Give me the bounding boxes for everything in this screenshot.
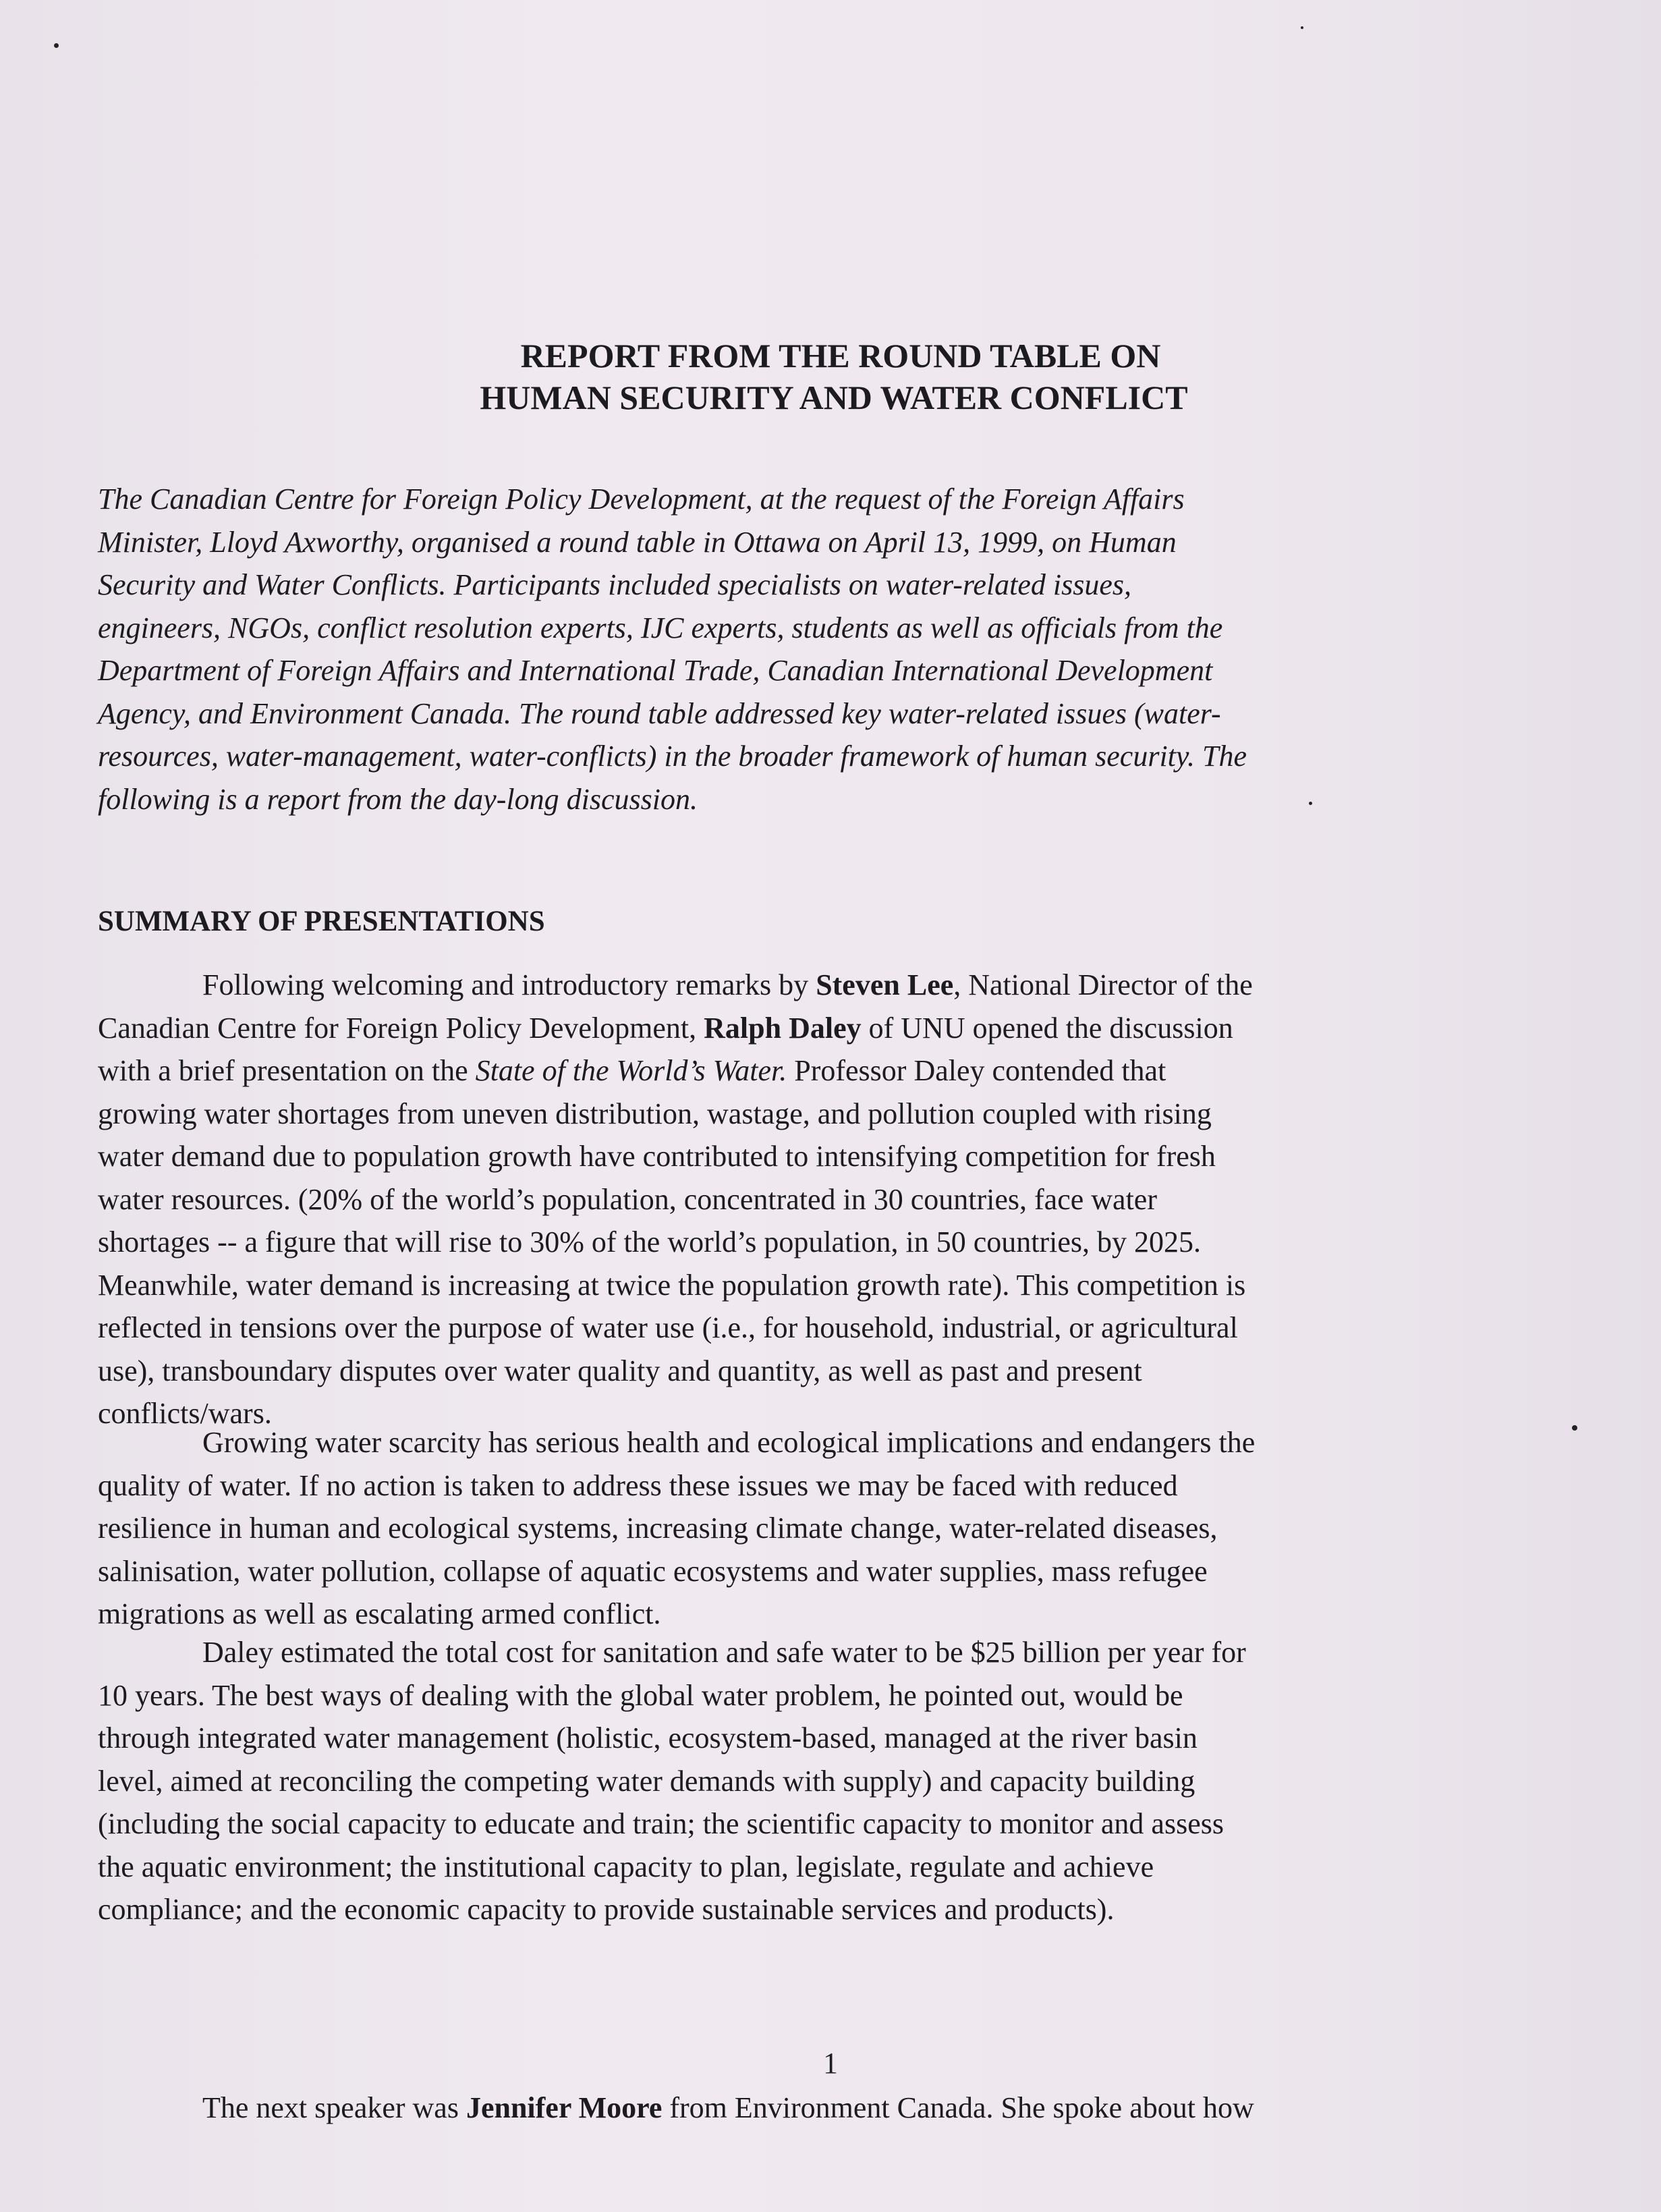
- text-run: Following welcoming and introductory remarks by: [202, 968, 816, 1001]
- text-run: with a brief presentation on the: [98, 1054, 476, 1087]
- paragraph-line: 10 years. The best ways of dealing with the global water problem, he pointed out, would be: [98, 1678, 1183, 1712]
- paragraph-line: conflicts/wars.: [98, 1397, 272, 1430]
- paragraph-line: water resources. (20% of the world’s population, concentrated in 30 countries, face water: [98, 1182, 1157, 1216]
- title-line: REPORT FROM THE ROUND TABLE ON: [520, 337, 1161, 375]
- text-run: , National Director of the: [953, 968, 1253, 1001]
- paragraph-line: (including the social capacity to educate and train; the scientific capacity to monitor and assess: [98, 1807, 1224, 1840]
- intro-line: Minister, Lloyd Axworthy, organised a round table in Ottawa on April 13, 1999, on Human: [98, 525, 1177, 559]
- paragraph-line: quality of water. If no action is taken to address these issues we may be faced with reduced: [98, 1468, 1178, 1502]
- paragraph-line: [98, 2086, 1461, 2130]
- paragraph-line: Meanwhile, water demand is increasing at twice the population growth rate). This competition is: [98, 1268, 1246, 1302]
- section-heading: SUMMARY OF PRESENTATIONS: [98, 906, 545, 937]
- paragraph-line: through integrated water management (holistic, ecosystem-based, managed at the river basin: [98, 1721, 1198, 1754]
- paragraph-line: the aquatic environment; the institutional capacity to plan, legislate, regulate and achieve: [98, 1850, 1154, 1883]
- document-title: [0, 335, 1661, 418]
- intro-paragraph: [98, 478, 1454, 821]
- page-number: 1: [823, 2047, 838, 2080]
- paragraph-line: Daley estimated the total cost for sanitation and safe water to be $25 billion per year for: [202, 1636, 1246, 1669]
- paragraph-next-speaker: [98, 2086, 1461, 2130]
- presentation-title: State of the World’s Water.: [475, 1054, 787, 1087]
- text-run: Professor Daley contended that: [787, 1054, 1166, 1087]
- scan-speck: [54, 43, 59, 48]
- text-run: The next speaker was: [202, 2091, 466, 2124]
- paragraph-line: Growing water scarcity has serious health and ecological implications and endangers the: [202, 1426, 1256, 1459]
- text-run: from Environment Canada. She spoke about how: [662, 2091, 1254, 2124]
- paragraph-line: resilience in human and ecological systems, increasing climate change, water-related diseases,: [98, 1512, 1218, 1545]
- paragraph-line: shortages -- a figure that will rise to 30% of the world’s population, in 50 countries, by 2025.: [98, 1225, 1202, 1259]
- intro-line: Security and Water Conflicts. Participants included specialists on water-related issues,: [98, 568, 1132, 601]
- title-line: HUMAN SECURITY AND WATER CONFLICT: [480, 379, 1188, 416]
- intro-line: Department of Foreign Affairs and International Trade, Canadian International Development: [98, 654, 1213, 687]
- intro-line: Agency, and Environment Canada. The round table addressed key water-related issues (water-: [98, 696, 1221, 730]
- text-run: of UNU opened the discussion: [861, 1011, 1233, 1045]
- paragraph-line: growing water shortages from uneven distribution, wastage, and pollution coupled with rising: [98, 1097, 1212, 1130]
- paragraph-line: use), transboundary disputes over water quality and quantity, as well as past and present: [98, 1354, 1142, 1387]
- intro-line: engineers, NGOs, conflict resolution experts, IJC experts, students as well as officials from the: [98, 611, 1223, 644]
- paragraph-line: salinisation, water pollution, collapse of aquatic ecosystems and water supplies, mass refugee: [98, 1554, 1208, 1588]
- scan-speck: [1572, 1425, 1577, 1431]
- paragraph-line: [98, 1007, 1461, 1050]
- scan-speck: [1301, 26, 1303, 29]
- speaker-name: Jennifer Moore: [466, 2091, 663, 2124]
- intro-line: resources, water-management, water-conflicts) in the broader framework of human security. The: [98, 740, 1247, 773]
- speaker-name: Steven Lee: [816, 968, 954, 1001]
- paragraph-line: level, aimed at reconciling the competing water demands with supply) and capacity building: [98, 1764, 1195, 1798]
- paragraph-line: reflected in tensions over the purpose of water use (i.e., for household, industrial, or agricultural: [98, 1311, 1238, 1344]
- intro-line: The Canadian Centre for Foreign Policy Development, at the request of the Foreign Affairs: [98, 482, 1185, 516]
- text-run: Canadian Centre for Foreign Policy Development,: [98, 1011, 704, 1045]
- speaker-name: Ralph Daley: [704, 1011, 862, 1045]
- intro-line: following is a report from the day-long discussion.: [98, 782, 698, 816]
- paragraph-welcome: [98, 964, 1461, 1435]
- paragraph-line: compliance; and the economic capacity to provide sustainable services and products).: [98, 1893, 1115, 1926]
- paragraph-line: [98, 1049, 1461, 1093]
- paragraph-cost: [98, 1631, 1461, 1931]
- paragraph-line: water demand due to population growth have contributed to intensifying competition for fresh: [98, 1140, 1216, 1173]
- paragraph-line: migrations as well as escalating armed conflict.: [98, 1597, 661, 1630]
- paragraph-scarcity: [98, 1421, 1461, 1636]
- paragraph-line: [98, 964, 1461, 1007]
